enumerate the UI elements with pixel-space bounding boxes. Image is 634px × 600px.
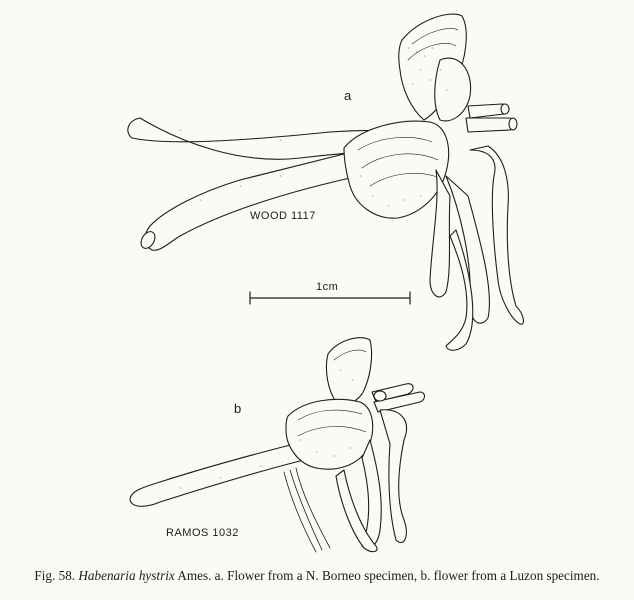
flower-b-letter: b [234,401,242,416]
specimen-label-a: WOOD 1117 [250,210,316,222]
specimen-label-b: RAMOS 1032 [166,527,239,539]
flower-a-letter: a [344,88,352,103]
figure-caption [0,568,634,584]
scale-bar-label: 1cm [316,281,339,293]
caption-text: Ames. a. Flower from a N. Borneo specimen, b. flower from a Luzon specimen. [177,568,600,583]
scale-bar [250,292,410,304]
caption-figure-number: Fig. 58. [34,568,76,583]
flower-a-drawing [128,14,524,350]
caption-species-name: Habenaria hystrix [78,568,175,583]
flower-b-drawing [130,338,425,552]
